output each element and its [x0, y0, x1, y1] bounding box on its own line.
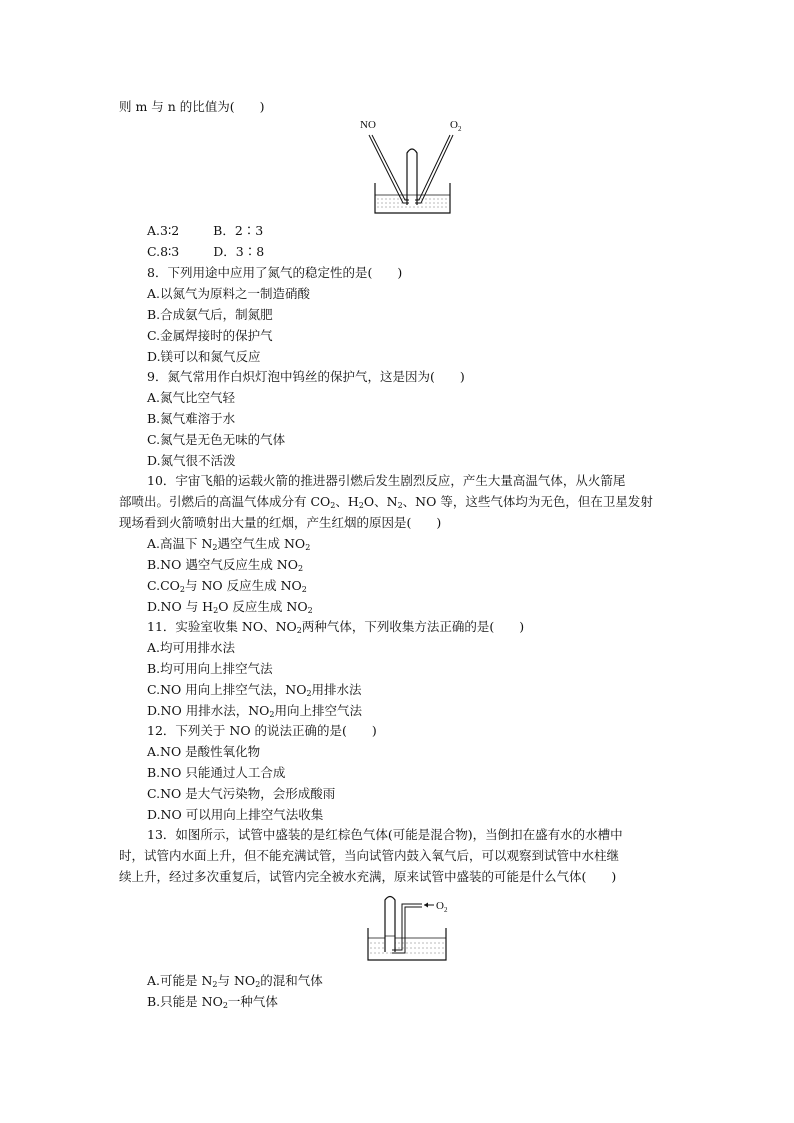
q12-option-c[interactable]: C.NO 是大气污染物，会形成酸雨	[147, 786, 336, 801]
q8-option-d[interactable]: D.镁可以和氮气反应	[147, 349, 261, 364]
q10-option-a[interactable]: A.高温下 $N_2$遇空气生成 $NO_2$	[147, 536, 311, 552]
q7-option-b[interactable]: B．2∶3	[213, 223, 264, 238]
figure-no-o2-apparatus	[355, 115, 465, 220]
q9-option-b[interactable]: B.氮气难溶于水	[147, 411, 236, 426]
q10-option-b[interactable]: B.NO 遇空气反应生成 $NO_2$	[147, 557, 304, 573]
q13-option-b[interactable]: B.只能是 $NO_2$一种气体	[147, 994, 278, 1010]
q11-option-a[interactable]: A.均可用排水法	[147, 640, 236, 655]
q10-stem-line2: 部喷出。引燃后的高温气体成分有 $CO_2$、$H_2O$、$N_2$、NO 等，这些气体均为无色，但在卫星发射	[119, 494, 653, 510]
q7-options-row2	[147, 243, 264, 261]
q11-option-d[interactable]: D.NO 用排水法，$NO_2$用向上排空气法	[147, 703, 363, 719]
figure-label-o2-inlet: O	[436, 900, 444, 912]
q13-stem-line2: 时，试管内水面上升，但不能充满试管，当向试管内鼓入氧气后，可以观察到试管中水柱继	[119, 848, 620, 863]
q10-stem-line1: 10．宇宙飞船的运载火箭的推进器引燃后发生剧烈反应，产生大量高温气体，从火箭尾	[147, 473, 626, 488]
q13-option-a[interactable]: A.可能是 $N_2$与 $NO_2$的混和气体	[147, 973, 323, 989]
q12-option-d[interactable]: D.NO 可以用向上排空气法收集	[147, 807, 324, 822]
q12-option-a[interactable]: A.NO 是酸性氧化物	[147, 744, 261, 759]
q11-option-b[interactable]: B.均可用向上排空气法	[147, 661, 273, 676]
q12-option-b[interactable]: B.NO 只能通过人工合成	[147, 765, 286, 780]
intro-line: 则 m 与 n 的比值为( )	[119, 99, 265, 114]
figure-label-no: NO	[360, 119, 376, 131]
q8-option-c[interactable]: C.金属焊接时的保护气	[147, 328, 273, 343]
q9-option-c[interactable]: C.氮气是无色无味的气体	[147, 432, 286, 447]
figure-label-o2: O	[450, 119, 458, 131]
q7-option-d[interactable]: D．3∶8	[213, 244, 265, 259]
q10-option-c[interactable]: $C.CO_2$与 NO 反应生成 $NO_2$	[147, 578, 307, 594]
q12-stem: 12．下列关于 NO 的说法正确的是( )	[147, 723, 377, 738]
figure-o2-trough-apparatus	[362, 892, 462, 964]
q13-stem-line3: 续上升，经过多次重复后，试管内完全被水充满，原来试管中盛装的可能是什么气体( )	[119, 869, 617, 884]
q9-stem: 9．氮气常用作白炽灯泡中钨丝的保护气，这是因为( )	[147, 369, 465, 384]
q11-option-c[interactable]: C.NO 用向上排空气法，$NO_2$用排水法	[147, 682, 362, 698]
q8-option-b[interactable]: B.合成氨气后，制氮肥	[147, 307, 273, 322]
q7-option-a[interactable]: A.3∶2	[147, 223, 180, 238]
svg-text:O2: $O_2$	[450, 119, 462, 133]
q8-option-a[interactable]: A.以氮气为原料之一制造硝酸	[147, 286, 311, 301]
q13-stem-line1: 13．如图所示，试管中盛装的是红棕色气体(可能是混合物)，当倒扣在盛有水的水槽中	[147, 827, 623, 842]
q9-option-a[interactable]: A.氮气比空气轻	[147, 390, 236, 405]
q7-options-row1	[147, 222, 263, 240]
q7-option-c[interactable]: C.8∶3	[147, 244, 180, 259]
q9-option-d[interactable]: D.氮气很不活泼	[147, 453, 236, 468]
q11-stem: 11．实验室收集 NO、$NO_2$两种气体，下列收集方法正确的是( )	[147, 619, 525, 635]
q10-stem-line3: 现场看到火箭喷射出大量的红烟，产生红烟的原因是( )	[119, 515, 442, 530]
q8-stem: 8．下列用途中应用了氮气的稳定性的是( )	[147, 265, 403, 280]
svg-text:O2: $O_2$	[436, 900, 448, 914]
q10-option-d[interactable]: D.NO 与 $H_2O$ 反应生成 $NO_2$	[147, 599, 313, 615]
